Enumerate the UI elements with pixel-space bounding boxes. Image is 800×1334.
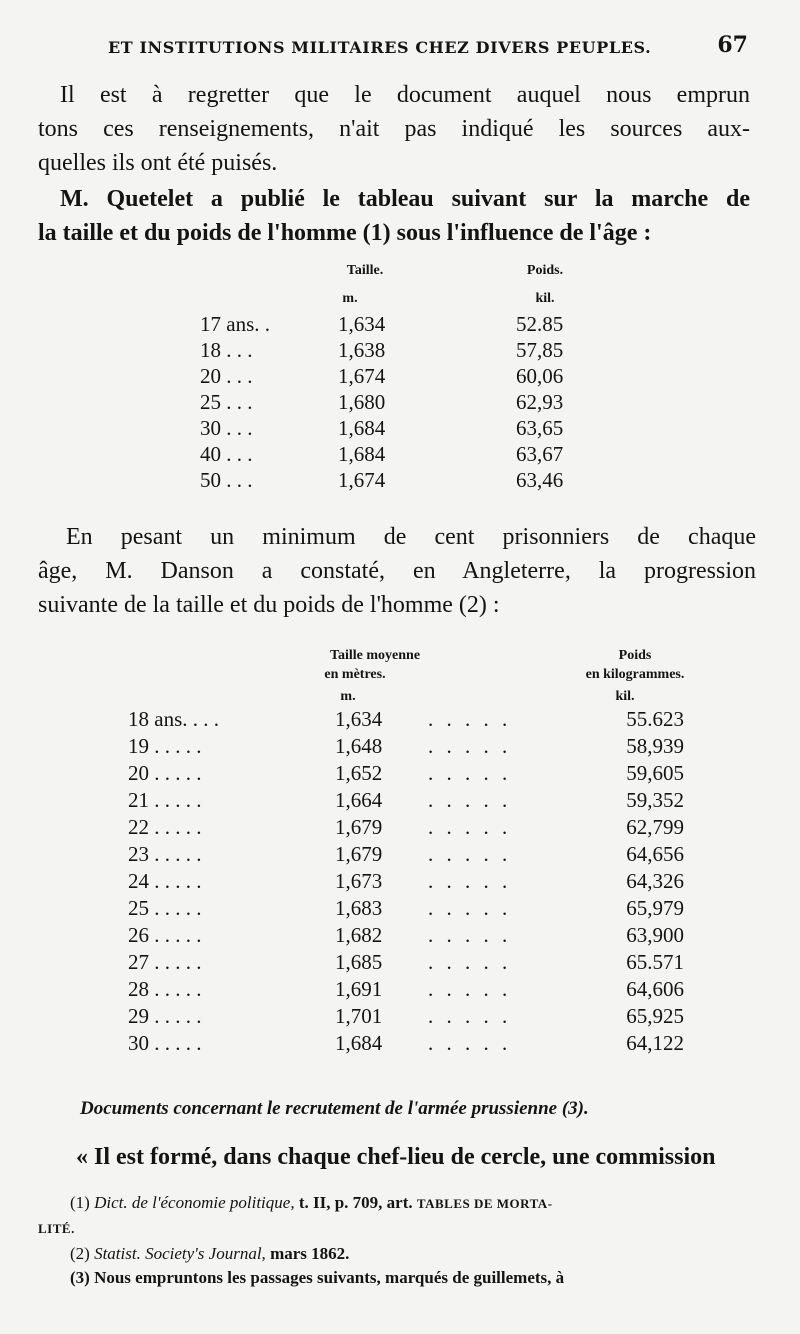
age-cell: 18 ans. . . . [128, 707, 219, 731]
taille-cell: 1,664 [335, 788, 383, 812]
age-cell: 22 . . . . . [128, 815, 202, 839]
footnote-text: t. II, p. 709, art. [298, 1193, 413, 1212]
poids-cell: 65.571 [626, 950, 684, 974]
age-cell: 50 . . . [200, 468, 253, 492]
age-cell: 25 . . . . . [128, 896, 202, 920]
text-line: âge, M. Danson a constaté, en Angleterre, la progression [38, 558, 756, 584]
footnote-2 [70, 1244, 349, 1264]
age-cell: 21 . . . . . [128, 788, 202, 812]
poids-cell: 58,939 [626, 734, 684, 758]
age-cell: 18 . . . [200, 338, 253, 362]
leader-dots: . . . . . [428, 896, 512, 920]
table2-unit-taille: m. [340, 689, 356, 704]
footnote-1-continued [38, 1218, 75, 1238]
table2-header-taille-2: en mètres. [324, 667, 386, 682]
paragraph-commission [38, 1140, 756, 1174]
text-line: suivante de la taille et du poids de l'homme (2) : [38, 592, 500, 618]
paragraph-regret [38, 78, 750, 180]
leader-dots: . . . . . [428, 923, 512, 947]
taille-cell: 1,684 [335, 1031, 383, 1055]
footnote-number: (3) [70, 1268, 90, 1287]
age-cell: 30 . . . . . [128, 1031, 202, 1055]
taille-cell: 1,701 [335, 1004, 383, 1028]
taille-cell: 1,680 [338, 390, 386, 414]
text-line: M. Quetelet a publié le tableau suivant sur la marche de [60, 186, 750, 212]
taille-cell: 1,683 [335, 896, 383, 920]
leader-dots: . . . . . [428, 707, 512, 731]
poids-cell: 63,67 [516, 442, 564, 466]
poids-cell: 63,65 [516, 416, 564, 440]
poids-cell: 59,352 [626, 788, 684, 812]
section-title: Documents concernant le recrutement de l'armée prussienne (3). [80, 1098, 589, 1119]
footnote-number: (1) [70, 1193, 90, 1212]
text-line: la taille et du poids de l'homme (1) sous l'influence de l'âge : [38, 220, 652, 246]
taille-cell: 1,652 [335, 761, 383, 785]
paragraph-quetelet [38, 182, 750, 250]
running-head [108, 30, 748, 70]
poids-cell: 64,606 [626, 977, 684, 1001]
table2-header-poids-1: Poids [618, 648, 652, 663]
poids-cell: 63,900 [626, 923, 684, 947]
poids-cell: 64,656 [626, 842, 684, 866]
poids-cell: 55.623 [626, 707, 684, 731]
footnote-text: mars 1862. [270, 1244, 350, 1263]
text-line: « Il est formé, dans chaque chef-lieu de cercle, une commission [76, 1144, 716, 1170]
poids-cell: 64,326 [626, 869, 684, 893]
table1-unit-taille: m. [342, 291, 358, 306]
table2-header-poids-2: en kilogrammes. [585, 667, 685, 682]
table2-header-taille-1: Taille moyenne [329, 648, 421, 663]
leader-dots: . . . . . [428, 761, 512, 785]
leader-dots: . . . . . [428, 950, 512, 974]
taille-cell: 1,679 [335, 842, 383, 866]
footnote-small-caps: LITÉ. [38, 1221, 75, 1236]
poids-cell: 52.85 [516, 312, 564, 336]
leader-dots: . . . . . [428, 869, 512, 893]
age-cell: 30 . . . [200, 416, 253, 440]
age-cell: 17 ans. . [200, 312, 270, 336]
leader-dots: . . . . . [428, 1004, 512, 1028]
age-cell: 29 . . . . . [128, 1004, 202, 1028]
poids-cell: 59,605 [626, 761, 684, 785]
age-cell: 20 . . . . . [128, 761, 202, 785]
footnote-reference: Dict. de l'économie politique, [94, 1193, 295, 1212]
age-cell: 26 . . . . . [128, 923, 202, 947]
taille-cell: 1,682 [335, 923, 383, 947]
poids-cell: 65,925 [626, 1004, 684, 1028]
age-cell: 27 . . . . . [128, 950, 202, 974]
leader-dots: . . . . . [428, 1031, 512, 1055]
taille-cell: 1,684 [338, 442, 386, 466]
text-line: En pesant un minimum de cent prisonniers de chaque [66, 524, 756, 550]
footnote-number: (2) [70, 1244, 90, 1263]
taille-cell: 1,634 [335, 707, 383, 731]
leader-dots: . . . . . [428, 815, 512, 839]
paragraph-danson [38, 520, 756, 622]
poids-cell: 62,93 [516, 390, 564, 414]
text-line: tons ces renseignements, n'ait pas indiqué les sources aux- [38, 116, 750, 142]
footnote-reference: Statist. Society's Journal, [94, 1244, 266, 1263]
poids-cell: 63,46 [516, 468, 564, 492]
poids-cell: 62,799 [626, 815, 684, 839]
footnote-small-caps: TABLES DE MORTA- [416, 1196, 553, 1211]
age-cell: 25 . . . [200, 390, 253, 414]
taille-cell: 1,638 [338, 338, 386, 362]
taille-cell: 1,674 [338, 364, 386, 388]
table1-unit-poids: kil. [535, 291, 555, 306]
footnote-3 [70, 1268, 564, 1288]
taille-cell: 1,634 [338, 312, 386, 336]
leader-dots: . . . . . [428, 734, 512, 758]
leader-dots: . . . . . [428, 977, 512, 1001]
running-head-title: ET INSTITUTIONS MILITAIRES CHEZ DIVERS PEUPLES. [108, 38, 652, 57]
poids-cell: 64,122 [626, 1031, 684, 1055]
taille-cell: 1,673 [335, 869, 383, 893]
taille-cell: 1,691 [335, 977, 383, 1001]
table1-header-taille: Taille. [346, 263, 384, 278]
taille-cell: 1,648 [335, 734, 383, 758]
page-number: 67 [717, 32, 748, 58]
table-quetelet [200, 312, 620, 502]
text-line: quelles ils ont été puisés. [38, 150, 278, 176]
footnote-1 [70, 1193, 760, 1213]
poids-cell: 57,85 [516, 338, 564, 362]
age-cell: 28 . . . . . [128, 977, 202, 1001]
age-cell: 23 . . . . . [128, 842, 202, 866]
leader-dots: . . . . . [428, 788, 512, 812]
age-cell: 24 . . . . . [128, 869, 202, 893]
taille-cell: 1,674 [338, 468, 386, 492]
age-cell: 40 . . . [200, 442, 253, 466]
text-line: Il est à regretter que le document auquel nous emprun [60, 82, 750, 108]
age-cell: 20 . . . [200, 364, 253, 388]
table2-unit-poids: kil. [615, 689, 635, 704]
taille-cell: 1,679 [335, 815, 383, 839]
table1-header-poids: Poids. [526, 263, 564, 278]
leader-dots: . . . . . [428, 842, 512, 866]
taille-cell: 1,684 [338, 416, 386, 440]
poids-cell: 60,06 [516, 364, 564, 388]
table-danson [128, 707, 688, 1062]
poids-cell: 65,979 [626, 896, 684, 920]
taille-cell: 1,685 [335, 950, 383, 974]
footnote-text: Nous empruntons les passages suivants, marqués de guillemets, à [94, 1268, 565, 1287]
age-cell: 19 . . . . . [128, 734, 202, 758]
